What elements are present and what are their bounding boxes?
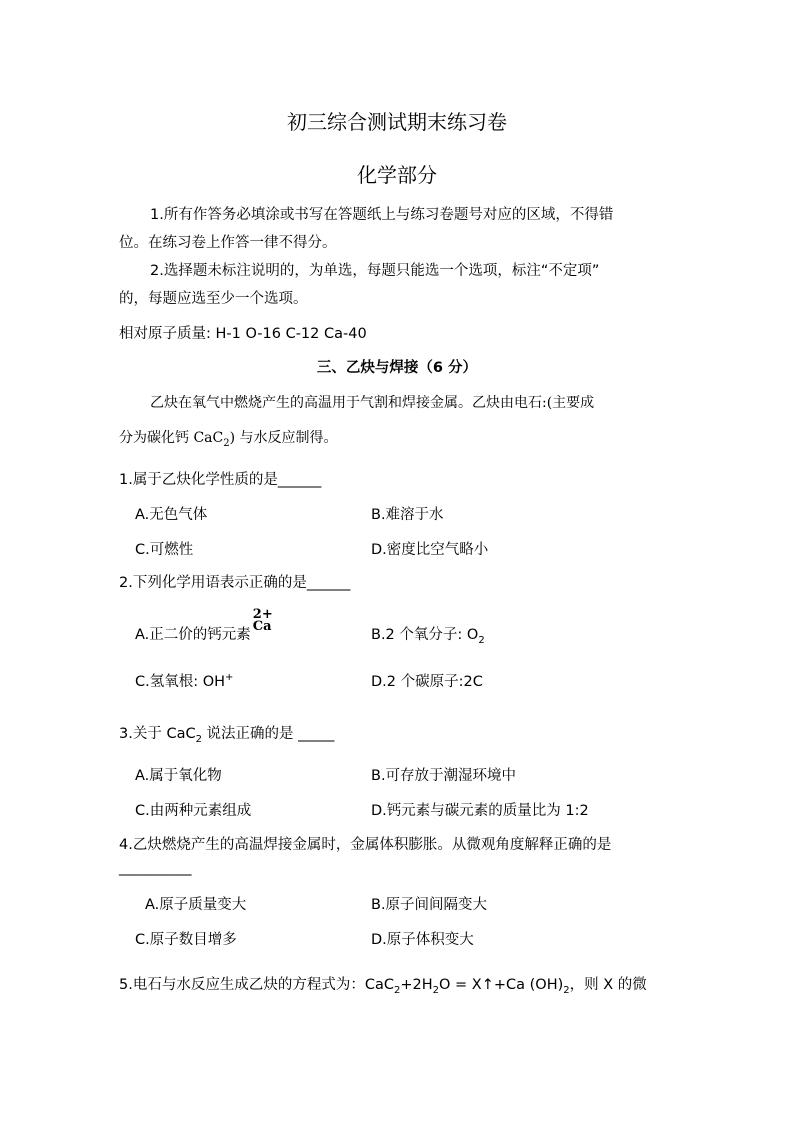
page-subtitle: 化学部分: [357, 163, 437, 187]
intro-line-2: 分为碳化钙 CaC$_2$) 与水反应制得。: [119, 430, 338, 449]
note-2-line-1: 2.选择题未标注说明的，为单选，每题只能选一个选项，标注“不定项”: [150, 263, 600, 279]
note-1-line-1: 1.所有作答务必填涂或书写在答题纸上与练习卷题号对应的区域，不得错: [150, 207, 614, 223]
note-1-line-2: 位。在练习卷上作答一律不得分。: [119, 235, 337, 251]
q2-option-c: C.氢氧根: OH+: [135, 672, 234, 690]
page-title: 初三综合测试期末练习卷: [287, 110, 507, 134]
q3-option-b: B.可存放于潮湿环境中: [371, 768, 517, 784]
q1-option-b: B.难溶于水: [371, 507, 444, 523]
question-4-stem-line-2: __________: [119, 860, 192, 876]
q4-option-a: A.原子质量变大: [145, 897, 247, 913]
q4-option-d: D.原子体积变大: [371, 932, 474, 948]
q3-option-a: A.属于氧化物: [135, 768, 222, 784]
calcium-valence-symbol: 2+ Ca: [252, 607, 273, 634]
q2-option-a: A.正二价的钙元素 2+ Ca: [135, 607, 273, 643]
intro-line-1: 乙炔在氧气中燃烧产生的高温用于气割和焊接金属。乙炔由电石:(主要成: [150, 395, 595, 411]
question-5-stem: 5.电石与水反应生成乙炔的方程式为：$CaC_2+2H_2O$ = X↑+Ca $(OH)_2$，则 X 的微: [119, 977, 647, 996]
q1-option-c: C.可燃性: [135, 542, 194, 558]
atomic-mass-line: 相对原子质量: H-1 O-16 C-12 Ca-40: [119, 326, 367, 342]
q3-option-d: D.钙元素与碳元素的质量比为 1:2: [371, 803, 589, 819]
question-2-stem: 2.下列化学用语表示正确的是______: [119, 575, 351, 591]
q3-option-c: C.由两种元素组成: [135, 803, 252, 819]
q4-option-c: C.原子数目增多: [135, 932, 237, 948]
q4-option-b: B.原子间间隔变大: [371, 897, 488, 913]
question-1-stem: 1.属于乙炔化学性质的是______: [119, 472, 322, 488]
question-3-stem: 3.关于 CaC$_2$ 说法正确的是 _____: [119, 726, 335, 745]
question-4-stem-line-1: 4.乙炔燃烧产生的高温焊接金属时，金属体积膨胀。从微观角度解释正确的是: [119, 837, 612, 853]
q2-option-d: D.2 个碳原子:2C: [371, 674, 483, 690]
q2-option-b: B.2 个氧分子: $O_2$: [371, 627, 485, 646]
q1-option-d: D.密度比空气略小: [371, 542, 489, 558]
q1-option-a: A.无色气体: [135, 507, 208, 523]
note-2-line-2: 的，每题应选至少一个选项。: [119, 291, 308, 307]
section-title: 三、乙炔与焊接（6 分）: [316, 360, 478, 376]
